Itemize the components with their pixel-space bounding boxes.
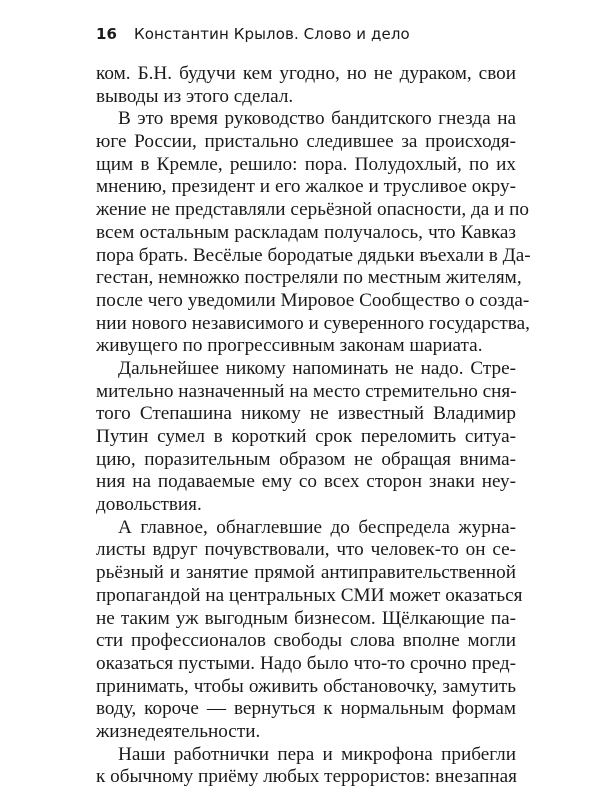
text-line: ния на подаваемые ему со всех сторон знаки неу- xyxy=(96,471,516,493)
page-number: 16 xyxy=(96,25,118,43)
text-line: оказаться пустыми. Надо было что-то срочно пред- xyxy=(96,652,516,674)
text-line: Путин сумел в короткий срок переломить ситуа- xyxy=(96,426,516,447)
text-line: Наши работнички пера и микрофона прибегли xyxy=(118,743,516,765)
text-line: сти профессионалов свободы слова вполне могли xyxy=(96,630,516,652)
text-line: жение не представляли серьёзной опасности, да и по xyxy=(96,199,529,221)
running-title: Константин Крылов. Слово и дело xyxy=(133,25,410,43)
text-line: жизнедеятельности. xyxy=(96,720,261,742)
text-line: пора брать. Весёлые бородатые дядьки въехали в Да- xyxy=(96,244,531,266)
text-line: после чего уведомили Мировое Сообщество о созда- xyxy=(96,289,530,311)
text-line: рьёзный и занятие прямой антиправительственной xyxy=(96,562,516,584)
text-line: выводы из этого сделал. xyxy=(96,85,294,107)
text-line: принимать, чтобы оживить обстановочку, замутить xyxy=(96,675,516,697)
text-line: не таким уж выгодным бизнесом. Щёлкающие па- xyxy=(96,607,516,629)
text-line: листы вдруг почувствовали, что человек-то он се- xyxy=(96,539,516,561)
text-line: А главное, обнаглевшие до беспредела журна- xyxy=(118,516,516,538)
text-line: юге России, пристально следившее за происходя- xyxy=(96,131,516,153)
text-line: всем остальным раскладам получалось, что Кавказ xyxy=(96,221,516,243)
text-line: В это время руководство бандитского гнезда на xyxy=(118,108,516,130)
text-line: довольствия. xyxy=(96,494,202,516)
text-line: мнению, президент и его жалкое и трусливое окру- xyxy=(96,176,516,198)
text-line: нии нового независимого и суверенного государства, xyxy=(96,312,530,334)
text-line: мительно назначенный на место стремительно сня- xyxy=(96,380,517,402)
text-line: Дальнейшее никому напоминать не надо. Стре- xyxy=(118,357,516,379)
text-line: к обычному приёму любых террористов: внезапная xyxy=(96,766,517,788)
text-line: воду, короче — вернуться к нормальным формам xyxy=(96,698,516,720)
text-line: того Степашина никому не известный Владимир xyxy=(96,403,516,425)
running-header xyxy=(96,25,410,43)
text-line: живущего по прогрессивным законам шариата. xyxy=(96,335,483,357)
text-line: цию, поразительным образом не обращая внима- xyxy=(96,448,516,470)
body-text xyxy=(96,63,531,789)
text-line: пропагандой на центральных СМИ может оказаться xyxy=(96,584,523,606)
text-line: щим в Кремле, решило: пора. Полудохлый, по их xyxy=(96,153,516,175)
text-line: гестан, немножко постреляли по местным жителям, xyxy=(96,267,522,289)
text-line: ком. Б.Н. будучи кем угодно, но не дураком, свои xyxy=(96,63,516,84)
